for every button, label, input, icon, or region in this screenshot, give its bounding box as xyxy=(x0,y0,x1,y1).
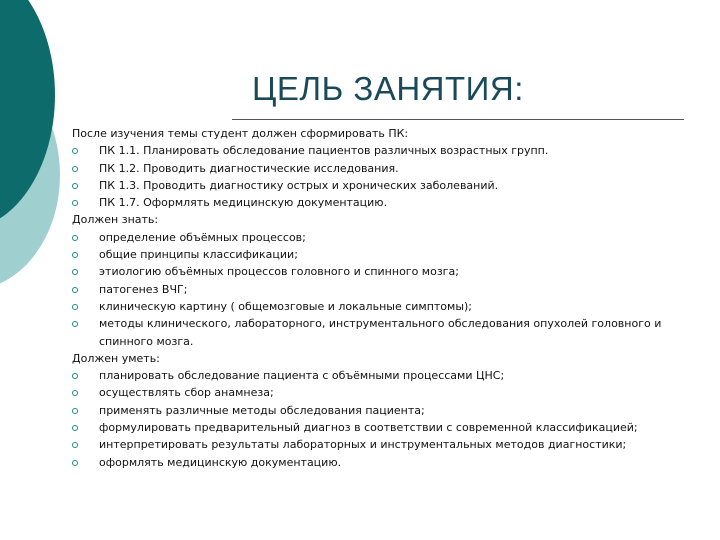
list-item-know xyxy=(72,263,712,280)
list-item-skill xyxy=(72,384,712,401)
list-item-pk xyxy=(72,160,712,177)
circle-bullet-icon xyxy=(72,148,78,154)
title-divider xyxy=(232,119,684,120)
list-item-know xyxy=(72,229,712,246)
skills-heading: Должен уметь: xyxy=(72,351,160,365)
list-item-text: этиологию объёмных процессов головного и спинного мозга; xyxy=(99,265,459,279)
list-item-text: ПК 1.3. Проводить диагностику острых и хронических заболеваний. xyxy=(99,178,499,192)
circle-bullet-icon xyxy=(72,200,78,206)
list-item-text: формулировать предварительный диагноз в соответствии с современной классификацией; xyxy=(99,421,638,435)
circle-bullet-icon xyxy=(72,390,78,396)
list-item-skill xyxy=(72,367,712,384)
list-item-skill xyxy=(72,419,712,436)
list-item-text: методы клинического, лабораторного, инструментального обследования опухолей головного и спинного мозга. xyxy=(99,317,662,348)
list-item-skill xyxy=(72,402,712,419)
list-item-know xyxy=(72,281,712,298)
circle-bullet-icon xyxy=(72,442,78,448)
list-item-text: планировать обследование пациента с объёмными процессами ЦНС; xyxy=(99,369,505,383)
circle-bullet-icon xyxy=(72,183,78,189)
list-item-text: ПК 1.2. Проводить диагностические исследования. xyxy=(99,161,399,175)
list-item-skill xyxy=(72,436,712,453)
intro-text: После изучения темы студент должен сформировать ПК: xyxy=(72,127,409,140)
circle-bullet-icon xyxy=(72,460,78,466)
list-item-text: определение объёмных процессов; xyxy=(99,230,306,244)
list-item-know xyxy=(72,315,712,350)
circle-bullet-icon xyxy=(72,287,78,293)
know-heading: Должен знать: xyxy=(72,213,159,227)
circle-bullet-icon xyxy=(72,321,78,327)
list-item-know xyxy=(72,246,712,263)
list-item-pk xyxy=(72,194,712,211)
list-item-text: общие принципы классификации; xyxy=(99,248,298,262)
list-item-pk xyxy=(72,142,712,159)
list-item-text: интерпретировать результаты лабораторных и инструментальных методов диагностики; xyxy=(99,438,627,452)
slide-title: ЦЕЛЬ ЗАНЯТИЯ: xyxy=(252,70,524,107)
circle-bullet-icon xyxy=(72,373,78,379)
list-item-skill xyxy=(72,454,712,471)
list-item-text: осуществлять сбор анамнеза; xyxy=(99,386,274,400)
list-item-text: клиническую картину ( общемозговые и локальные симптомы); xyxy=(99,299,473,313)
list-item-text: оформлять медицинскую документацию. xyxy=(99,455,342,469)
circle-bullet-icon xyxy=(72,269,78,275)
circle-bullet-icon xyxy=(72,408,78,414)
list-item-know xyxy=(72,298,712,315)
circle-bullet-icon xyxy=(72,425,78,431)
circle-bullet-icon xyxy=(72,252,78,258)
circle-bullet-icon xyxy=(72,304,78,310)
circle-bullet-icon xyxy=(72,235,78,241)
list-item-pk xyxy=(72,177,712,194)
list-item-text: ПК 1.1. Планировать обследование пациентов различных возрастных групп. xyxy=(99,144,549,158)
list-item-text: ПК 1.7. Оформлять медицинскую документацию. xyxy=(99,196,388,210)
slide-body xyxy=(72,125,712,471)
list-item-text: применять различные методы обследования пациента; xyxy=(99,403,425,417)
list-item-text: патогенез ВЧГ; xyxy=(99,282,188,296)
circle-bullet-icon xyxy=(72,166,78,172)
